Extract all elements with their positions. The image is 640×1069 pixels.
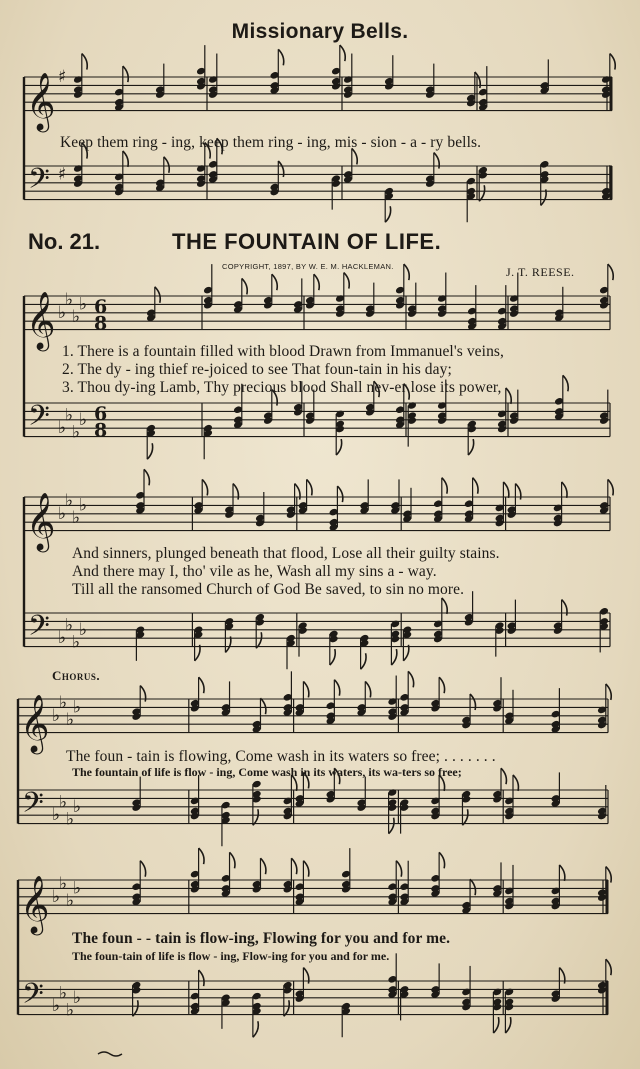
chorus-label: Chorus. [52,668,101,683]
key-signature-flat: ♭ [58,302,67,323]
note-flag [242,278,247,294]
note-flag [562,482,567,498]
note-flag [541,189,546,205]
chorus-line1-upper: The foun - tain is flowing, Come wash in its waters so free; . . . . . . . [66,748,496,765]
verse3-line1: 3. Thou dy-ing Lamb, Thy precious blood Shall nev-er lose its power, [62,379,502,396]
note-flag [314,274,319,290]
key-signature-flat: ♭ [59,983,68,1004]
note-flag [408,671,413,687]
note-flag [361,653,366,669]
note-flag [385,206,390,222]
note-flag [493,1017,498,1033]
bass-clef: 𝄢 [28,609,50,650]
note-flag [389,818,394,834]
note-flag [468,439,473,455]
bass-clef: 𝄢 [22,977,44,1018]
key-signature-flat: ♭ [79,409,88,430]
note-flag [272,274,277,290]
time-signature-bottom: 8 [94,312,108,335]
verse2-line1: 2. The dy - ing thief re-joiced to see That foun-tain in his day; [62,361,452,378]
hymn2-title: THE FOUNTAIN OF LIFE. [172,229,442,254]
verse1-line2: And sinners, plunged beneath that flood, Lose all their guilty stains. [72,545,500,562]
treble-clef: 𝄞 [26,291,56,350]
note-flag [144,469,149,485]
verse1-line1: 1. There is a fountain filled with blood Drawn from Immanuel's veins, [62,343,505,360]
key-signature-flat: ♭ [52,805,61,826]
key-signature-flat: ♭ [73,878,82,899]
note-flag [303,861,308,877]
key-signature-flat: ♭ [73,796,82,817]
treble-clef: 𝄞 [26,72,56,131]
note-flag [606,959,611,975]
note-flag [513,775,518,791]
key-signature-flat: ♭ [58,418,67,439]
note-flag [260,858,265,874]
note-flag [199,970,204,986]
note-flag [442,478,447,494]
hymn-number: No. 21. [28,229,101,254]
key-signature-flat: ♭ [72,508,81,528]
note-flag [155,287,160,303]
note-flag [303,681,308,697]
note-flag [473,478,478,494]
key-signature-flat: ♭ [52,886,61,907]
note-flag [123,66,128,82]
composer: J. T. REESE. [506,265,575,279]
hymn1-title: Missionary Bells. [231,20,409,43]
note-flag [123,151,128,167]
hymn1-lyric: Keep them ring - ing, keep them ring - ing, mis - sion - a - ry bells. [60,134,482,151]
printer-mark [98,1052,122,1056]
note-flag [610,54,615,70]
note-flag [503,482,508,498]
chorus-line2-lower: The foun-tain of life is flow - ing, Flow-ing for you and for me. [72,949,390,963]
key-signature-flat: ♭ [65,405,74,426]
time-signature-top: 6 [94,402,108,425]
note-flag [225,636,230,652]
copyright-notice: COPYRIGHT, 1897, BY W. E. M. HACKLEMAN. [222,262,394,271]
note-flag [195,645,200,661]
key-signature-flat: ♭ [66,710,75,730]
bass-clef: 𝄢 [28,399,50,440]
note-flag [396,861,401,877]
note-flag [291,858,296,874]
note-flag [563,375,568,391]
key-signature-flat: ♭ [79,294,88,315]
key-signature-flat: ♭ [52,996,61,1017]
verse3-line2: Till all the ransomed Church of God Be saved, to sin no more. [72,581,465,598]
note-flag [336,439,341,455]
treble-clef: 𝄞 [26,492,56,551]
note-flag [506,388,511,404]
key-signature-flat: ♭ [79,495,88,516]
note-flag [82,54,87,70]
treble-clef: 𝄞 [20,694,50,753]
note-flag [403,645,408,661]
note-flag [284,1000,289,1016]
note-flag [365,681,370,697]
key-signature-flat: ♭ [52,705,61,726]
key-signature-sharp: ♯ [58,164,67,185]
note-flag [340,45,345,61]
key-signature-flat: ♭ [66,809,75,830]
note-flag [606,684,611,700]
note-flag [439,852,444,868]
note-flag [133,1000,138,1016]
key-signature-flat: ♭ [72,422,81,443]
note-flag [479,185,484,201]
note-flag [199,677,204,693]
chorus-line2-upper: The foun - - tain is flow-ing, Flowing for you and for me. [72,930,451,947]
key-signature-flat: ♭ [59,693,68,714]
note-flag [608,264,613,280]
note-flag [230,852,235,868]
key-signature-flat: ♭ [59,874,68,895]
bass-clef: 𝄢 [28,162,50,203]
verse2-line2: And there may I, tho' vile as he, Wash all my sins a - way. [72,563,437,580]
note-flag [404,264,409,280]
note-flag [501,768,506,784]
key-signature-flat: ♭ [59,792,68,813]
key-signature-sharp: ♯ [58,67,67,87]
note-flag [439,677,444,693]
note-flag [307,479,312,495]
key-signature-flat: ♭ [58,628,67,649]
note-flag [344,273,349,289]
key-signature-flat: ♭ [79,619,88,640]
note-flag [337,486,342,502]
key-signature-flat: ♭ [73,697,82,718]
note-flag [505,1017,510,1033]
key-signature-flat: ♭ [58,503,67,524]
key-signature-flat: ♭ [72,632,81,653]
key-signature-flat: ♭ [65,615,74,636]
note-flag [202,479,207,495]
note-flag [147,443,152,459]
key-signature-flat: ♭ [66,891,75,911]
note-flag [462,809,467,825]
bass-clef: 𝄢 [22,786,44,827]
time-signature-top: 6 [94,295,108,318]
chorus-line1-lower: The fountain of life is flow - ing, Come wash in its waters, its wa-ters so free; [72,765,462,779]
note-flag [253,809,258,825]
key-signature-flat: ♭ [72,307,81,327]
note-flag [256,632,261,648]
key-signature-flat: ♭ [65,290,74,311]
key-signature-flat: ♭ [66,1000,75,1021]
note-flag [253,1021,258,1037]
key-signature-flat: ♭ [73,987,82,1008]
key-signature-flat: ♭ [65,491,74,512]
note-flag [334,680,339,696]
note-flag [199,848,204,864]
note-flag [608,479,613,495]
note-flag [391,649,396,665]
note-flag [260,698,265,714]
note-flag [140,861,145,877]
note-flag [559,865,564,881]
note-flag [330,649,335,665]
note-flag [470,879,475,895]
time-signature-bottom: 8 [94,419,108,442]
note-flag [164,157,169,173]
note-flag [278,49,283,65]
treble-clef: 𝄞 [20,875,50,934]
note-flag [442,598,447,614]
